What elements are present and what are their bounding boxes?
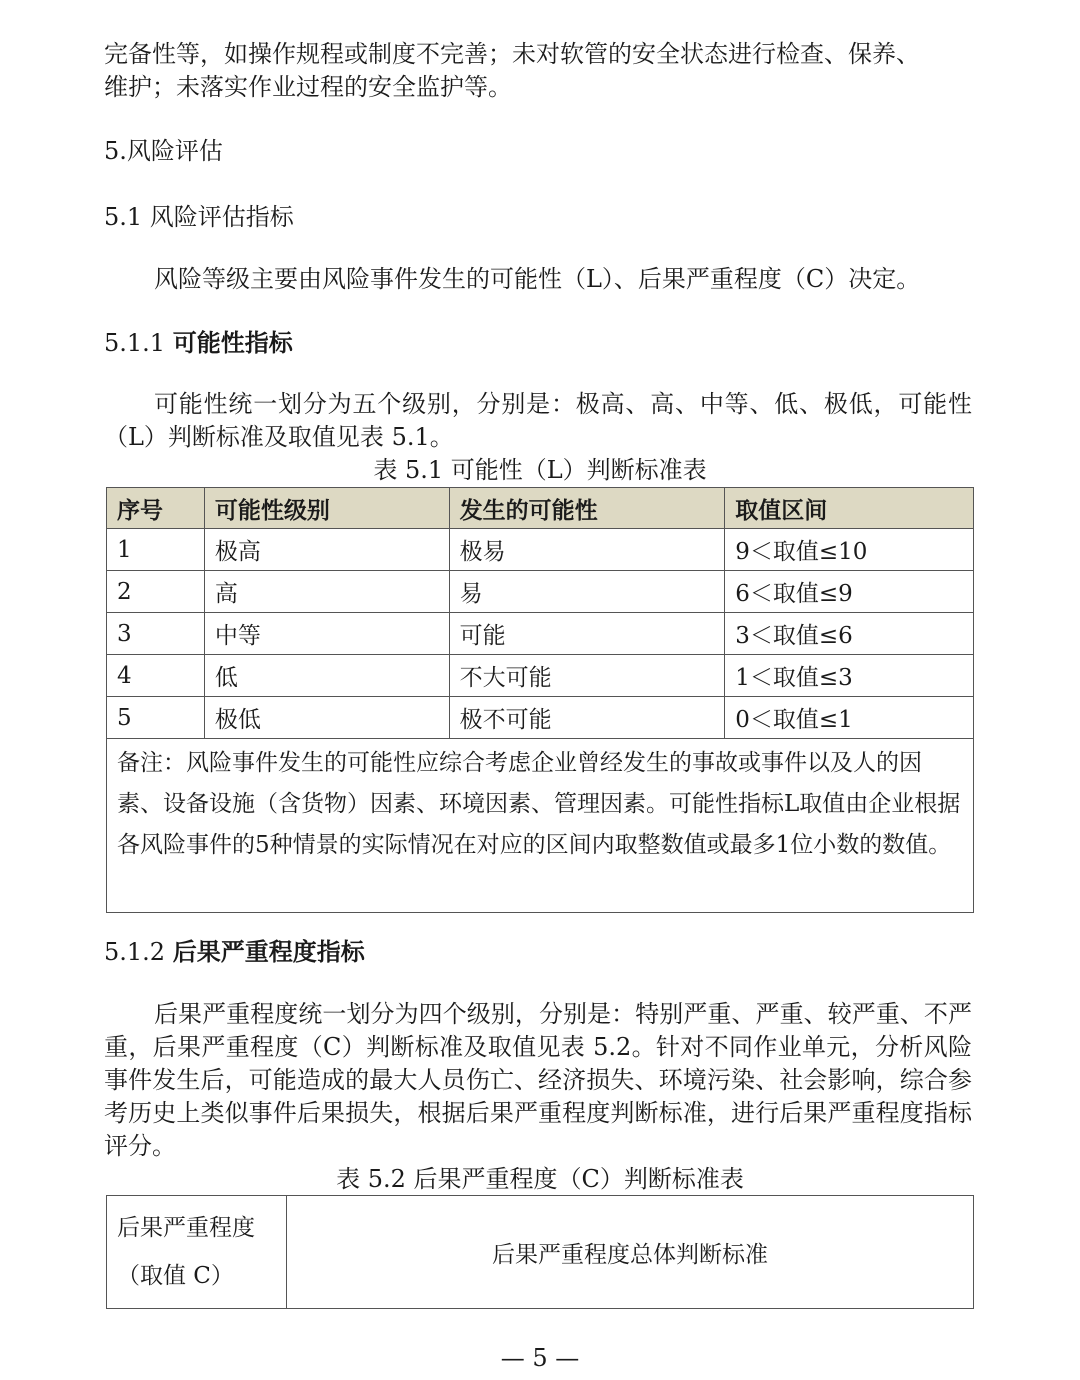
- section-title: 后果严重程度指标: [172, 938, 365, 966]
- header-cell: 可能性级别: [204, 488, 449, 529]
- paragraph-line: 完备性等，如操作规程或制度不完善；未对软管的安全状态进行检查、保养、: [104, 40, 920, 68]
- table-row: [107, 529, 974, 571]
- table-cell: 3: [107, 613, 205, 655]
- table-row: [107, 571, 974, 613]
- header-cell-line: （取值 C）: [117, 1263, 234, 1289]
- header-cell: 取值区间: [725, 488, 974, 529]
- section-5-1-2-body: 后果严重程度统一划分为四个级别，分别是：特别严重、严重、较严重、不严重，后果严重程度（C）判断标准及取值见表 5.2。针对不同作业单元，分析风险事件发生后，可能造成的最大人员伤亡、经济损失、环境污染、社会影响，综合参考历史上类似事件后果损失，根据后果严重程度判断标准，进行后果严重程度指标评分。: [104, 1000, 972, 1160]
- table-cell: 中等: [204, 613, 449, 655]
- table-cell: 3＜取值≤6: [725, 613, 974, 655]
- section-5-1-1-body: 可能性统一划分为五个级别，分别是：极高、高、中等、低、极低，可能性（L）判断标准及取值见表 5.1。: [104, 390, 972, 451]
- table-cell: 低: [204, 655, 449, 697]
- table-header-row: [107, 1196, 974, 1309]
- table-5-1-caption: 表 5.1 可能性（L）判断标准表: [373, 456, 707, 484]
- table-cell: 5: [107, 697, 205, 739]
- table-row: [107, 655, 974, 697]
- table-cell: 可能: [449, 613, 725, 655]
- paragraph-line: 维护；未落实作业过程的安全监护等。: [104, 73, 512, 101]
- page-number: — 5 —: [500, 1344, 580, 1372]
- table-cell: 极易: [449, 529, 725, 571]
- table-cell: 6＜取值≤9: [725, 571, 974, 613]
- header-cell: 后果严重程度总体判断标准: [287, 1196, 974, 1309]
- table-cell: 1＜取值≤3: [725, 655, 974, 697]
- header-cell: [107, 1196, 287, 1309]
- table-cell: 极高: [204, 529, 449, 571]
- table-cell: 不大可能: [449, 655, 725, 697]
- table-cell: 0＜取值≤1: [725, 697, 974, 739]
- header-cell-line: 后果严重程度: [117, 1215, 255, 1241]
- table-cell: 高: [204, 571, 449, 613]
- section-heading-5-1: 5.1 风险评估指标: [104, 203, 294, 231]
- header-cell: 发生的可能性: [449, 488, 725, 529]
- section-5-1-body: 风险等级主要由风险事件发生的可能性（L）、后果严重程度（C）决定。: [154, 265, 921, 293]
- table-5-1: [106, 487, 974, 913]
- table-5-2-caption: 表 5.2 后果严重程度（C）判断标准表: [336, 1165, 744, 1193]
- section-heading-5: 5.风险评估: [104, 137, 223, 165]
- table-cell: 1: [107, 529, 205, 571]
- section-number: 5.1.2: [104, 938, 166, 966]
- table-note-row: [107, 739, 974, 913]
- section-heading-5-1-1: [104, 327, 293, 360]
- table-header-row: [107, 488, 974, 529]
- table-cell: 易: [449, 571, 725, 613]
- section-heading-5-1-2: [104, 936, 365, 969]
- table-row: [107, 697, 974, 739]
- table-row: [107, 613, 974, 655]
- table-cell: 极不可能: [449, 697, 725, 739]
- section-number: 5.1.1: [104, 329, 166, 357]
- table-cell: 极低: [204, 697, 449, 739]
- table-cell: 4: [107, 655, 205, 697]
- table-note: 备注：风险事件发生的可能性应综合考虑企业曾经发生的事故或事件以及人的因素、设备设施（含货物）因素、环境因素、管理因素。可能性指标L取值由企业根据各风险事件的5种情景的实际情况在对应的区间内取整数值或最多1位小数的数值。: [107, 739, 974, 913]
- section-title: 可能性指标: [172, 329, 293, 357]
- table-5-2: [106, 1195, 974, 1309]
- table-cell: 9＜取值≤10: [725, 529, 974, 571]
- header-cell: 序号: [107, 488, 205, 529]
- table-cell: 2: [107, 571, 205, 613]
